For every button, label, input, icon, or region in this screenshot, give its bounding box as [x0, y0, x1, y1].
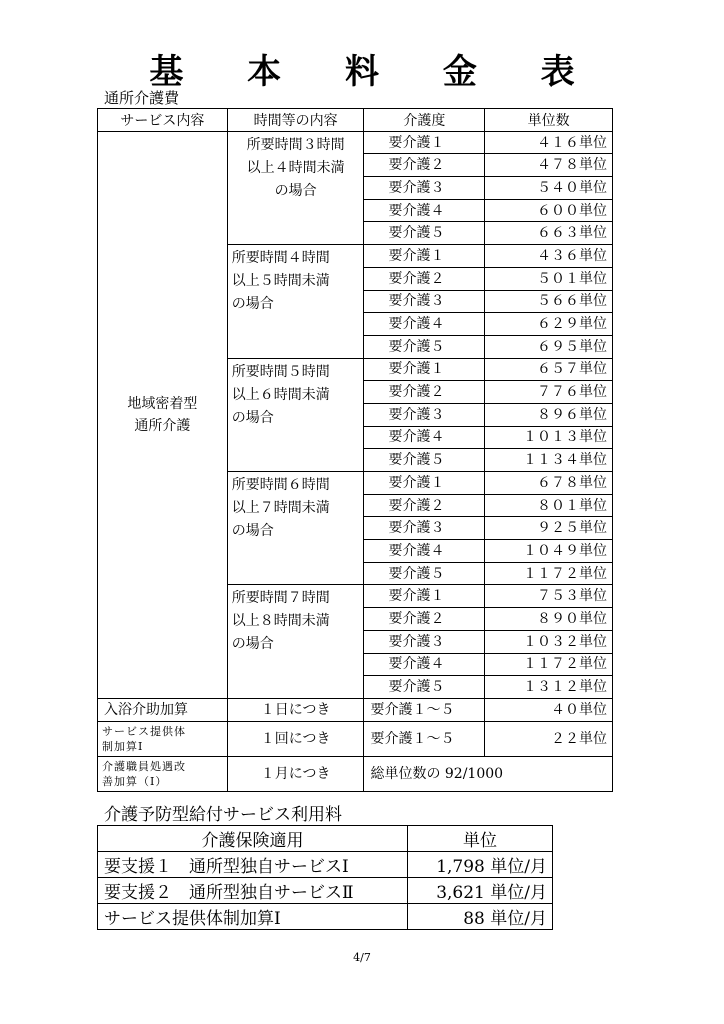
table-row — [98, 852, 553, 878]
units-cell: ８０１単位 — [485, 494, 613, 517]
page-title: 基 本 料 金 表 — [149, 52, 601, 92]
units-cell: １１７２単位 — [485, 562, 613, 585]
addon-name-cell: 入浴介助加算 — [98, 698, 228, 721]
care-level-cell: 要介護３ — [364, 630, 485, 653]
care-level-cell: 要介護４ — [364, 540, 485, 563]
addon-time-cell: １回につき — [227, 721, 364, 756]
care-level-cell: 要介護２ — [364, 267, 485, 290]
care-level-cell: 要介護４ — [364, 313, 485, 336]
units-cell: ４１６単位 — [485, 131, 613, 154]
addon-level-cell: 要介護１～５ — [364, 698, 485, 721]
care-level-cell: 要介護４ — [364, 199, 485, 222]
fee-table-body — [98, 131, 613, 791]
row-value: 1,798 単位/月 — [408, 852, 553, 878]
addon-name-cell: サービス提供体 制加算Ⅰ — [98, 721, 228, 756]
service-name-cell: 地域密着型 通所介護 — [98, 131, 228, 698]
prevention-fee-table — [97, 825, 553, 930]
addon-level-cell: 要介護１～５ — [364, 721, 485, 756]
treatment-text-cell: 総単位数の 92/1000 — [364, 756, 613, 791]
header-insurance: 介護保険適用 — [98, 826, 408, 852]
section-caption-day-care: 通所介護費 — [104, 89, 180, 107]
care-level-cell: 要介護１ — [364, 245, 485, 268]
units-cell: １０３２単位 — [485, 630, 613, 653]
units-cell: ８９６単位 — [485, 403, 613, 426]
row-label: 要支援１ 通所型独自サービスⅠ — [98, 852, 408, 878]
table-header-row — [98, 826, 553, 852]
units-cell: ５０１単位 — [485, 267, 613, 290]
units-cell: １０４９単位 — [485, 540, 613, 563]
treatment-time-cell: １月につき — [227, 756, 364, 791]
table-row — [98, 756, 613, 791]
care-level-cell: 要介護３ — [364, 517, 485, 540]
table-row — [98, 878, 553, 904]
treatment-name-cell: 介護職員処遇改 善加算（Ⅰ） — [98, 756, 228, 791]
header-service: サービス内容 — [98, 109, 228, 132]
units-cell: ６９５単位 — [485, 335, 613, 358]
units-cell: ６２９単位 — [485, 313, 613, 336]
care-level-cell: 要介護３ — [364, 177, 485, 200]
care-level-cell: 要介護１ — [364, 131, 485, 154]
table-header-row — [98, 109, 613, 132]
row-value: 88 単位/月 — [408, 904, 553, 930]
care-level-cell: 要介護５ — [364, 222, 485, 245]
time-range-cell: 所要時間７時間 以上８時間未満 の場合 — [227, 585, 364, 698]
time-range-cell: 所要時間５時間 以上６時間未満 の場合 — [227, 358, 364, 471]
row-label: 要支援２ 通所型独自サービスⅡ — [98, 878, 408, 904]
header-care-level: 介護度 — [364, 109, 485, 132]
care-level-cell: 要介護１ — [364, 472, 485, 495]
table-row — [98, 131, 613, 154]
units-cell: １１３４単位 — [485, 449, 613, 472]
units-cell: １０１３単位 — [485, 426, 613, 449]
basic-fee-table — [97, 108, 613, 792]
units-cell: ４３６単位 — [485, 245, 613, 268]
care-level-cell: 要介護２ — [364, 608, 485, 631]
units-cell: ８９０単位 — [485, 608, 613, 631]
header-units: 単位数 — [485, 109, 613, 132]
table-row — [98, 721, 613, 756]
section-caption-prevention: 介護予防型給付サービス利用料 — [104, 805, 342, 825]
care-level-cell: 要介護５ — [364, 335, 485, 358]
time-range-cell: 所要時間３時間 以上４時間未満 の場合 — [227, 131, 364, 244]
header-unit: 単位 — [408, 826, 553, 852]
care-level-cell: 要介護１ — [364, 585, 485, 608]
time-range-cell: 所要時間４時間 以上５時間未満 の場合 — [227, 245, 364, 358]
time-range-cell: 所要時間６時間 以上７時間未満 の場合 — [227, 472, 364, 585]
units-cell: ７７６単位 — [485, 381, 613, 404]
care-level-cell: 要介護２ — [364, 381, 485, 404]
units-cell: ６５７単位 — [485, 358, 613, 381]
units-cell: ７５３単位 — [485, 585, 613, 608]
page-number: 4/7 — [353, 951, 371, 964]
care-level-cell: 要介護４ — [364, 426, 485, 449]
row-label: サービス提供体制加算Ⅰ — [98, 904, 408, 930]
care-level-cell: 要介護３ — [364, 403, 485, 426]
units-cell: １１７２単位 — [485, 653, 613, 676]
table-row — [98, 698, 613, 721]
care-level-cell: 要介護１ — [364, 358, 485, 381]
care-level-cell: 要介護２ — [364, 494, 485, 517]
units-cell: ９２５単位 — [485, 517, 613, 540]
units-cell: ６７８単位 — [485, 472, 613, 495]
units-cell: ４７８単位 — [485, 154, 613, 177]
addon-units-cell: ４０単位 — [485, 698, 613, 721]
addon-time-cell: １日につき — [227, 698, 364, 721]
table-row — [98, 904, 553, 930]
units-cell: １３１２単位 — [485, 676, 613, 699]
units-cell: ６００単位 — [485, 199, 613, 222]
care-level-cell: 要介護２ — [364, 154, 485, 177]
header-time: 時間等の内容 — [227, 109, 364, 132]
addon-units-cell: ２２単位 — [485, 721, 613, 756]
care-level-cell: 要介護４ — [364, 653, 485, 676]
care-level-cell: 要介護３ — [364, 290, 485, 313]
units-cell: ５４０単位 — [485, 177, 613, 200]
row-value: 3,621 単位/月 — [408, 878, 553, 904]
care-level-cell: 要介護５ — [364, 449, 485, 472]
units-cell: ６６３単位 — [485, 222, 613, 245]
units-cell: ５６６単位 — [485, 290, 613, 313]
care-level-cell: 要介護５ — [364, 676, 485, 699]
care-level-cell: 要介護５ — [364, 562, 485, 585]
